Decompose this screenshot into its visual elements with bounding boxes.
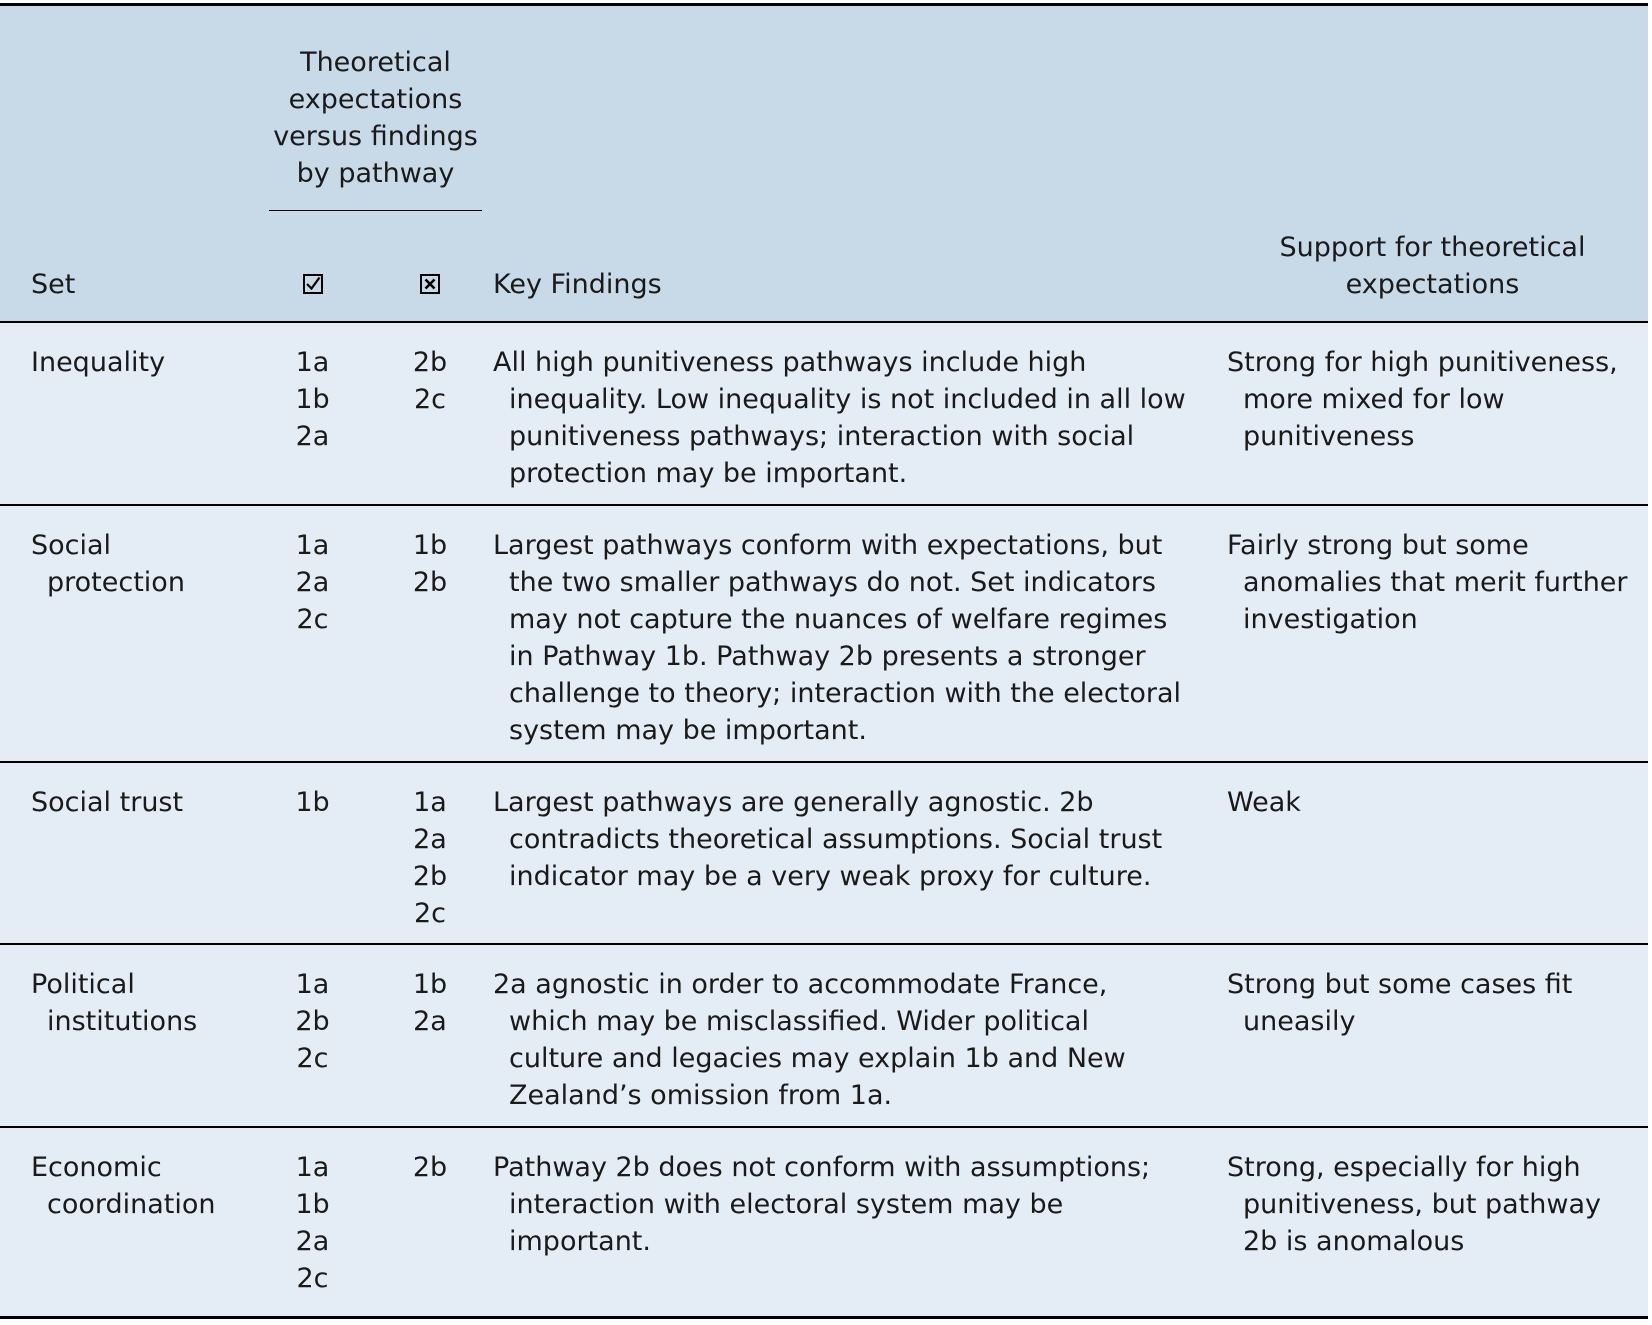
pathway-label: 2a	[295, 567, 330, 598]
support-text: Fairly strong but some anomalies that merit further investigation	[1227, 530, 1628, 635]
pathway-label: 2c	[296, 1263, 329, 1294]
consistent-cell	[255, 505, 370, 762]
key-findings-text: Pathway 2b does not conform with assumptions; interaction with electoral system may be important.	[493, 1152, 1151, 1257]
pathway-label: 1a	[413, 787, 447, 818]
inconsistent-cell	[370, 322, 490, 505]
table-row	[0, 944, 1648, 1127]
consistent-cell	[255, 1127, 370, 1318]
set-label: Economic coordination	[31, 1152, 216, 1220]
pathway-label: 1b	[412, 969, 448, 1000]
header-spacer	[490, 5, 1217, 230]
header-set: Set	[0, 229, 255, 322]
key-findings-cell	[490, 944, 1217, 1127]
set-label: Social protection	[31, 530, 185, 598]
pathway-label: 1b	[295, 384, 330, 415]
table-header	[0, 5, 1648, 323]
consistent-cell	[255, 944, 370, 1127]
pathway-label: 2b	[412, 1152, 448, 1183]
key-findings-text: 2a agnostic in order to accommodate France, which may be misclassified. Wider political culture and legacies may explain 1b and New Zealand’s omission from 1a.	[493, 969, 1126, 1111]
table-row	[0, 505, 1648, 762]
set-cell	[0, 762, 255, 944]
set-cell	[0, 944, 255, 1127]
support-cell	[1217, 505, 1648, 762]
key-findings-text: Largest pathways conform with expectations, but the two smaller pathways do not. Set indicators may not capture the nuances of welfare regimes in Pathway 1b. Pathway 2b presents a stronger challenge to theory; interaction with the electoral system may be important.	[493, 530, 1182, 746]
set-cell	[0, 1127, 255, 1318]
checked-box-icon	[303, 274, 323, 294]
inconsistent-cell	[370, 505, 490, 762]
pathway-label: 2a	[413, 1006, 447, 1037]
set-label: Social trust	[31, 787, 184, 818]
key-findings-cell	[490, 322, 1217, 505]
consistent-cell	[255, 322, 370, 505]
set-label: Inequality	[31, 347, 166, 378]
pathway-label: 1b	[295, 787, 330, 818]
pathway-label: 2b	[412, 567, 448, 598]
header-inconsistent	[370, 229, 490, 322]
consistent-cell	[255, 762, 370, 944]
pathway-label: 2a	[295, 1226, 330, 1257]
pathway-label: 2b	[412, 861, 448, 892]
pathway-label: 1a	[295, 1152, 330, 1183]
pathway-label: 2a	[413, 824, 447, 855]
support-text: Strong, especially for high punitiveness, but pathway 2b is anomalous	[1227, 1152, 1601, 1257]
crossed-box-icon	[420, 274, 440, 294]
pathway-label: 1a	[295, 530, 330, 561]
table-row	[0, 322, 1648, 505]
support-cell	[1217, 1127, 1648, 1318]
pathway-label: 1b	[295, 1189, 330, 1220]
set-label: Political institutions	[31, 969, 198, 1037]
table-body	[0, 322, 1648, 1318]
pathway-label: 2c	[413, 384, 447, 415]
key-findings-cell	[490, 762, 1217, 944]
pathway-label: 1b	[412, 530, 448, 561]
key-findings-cell	[490, 1127, 1217, 1318]
header-group-cell	[255, 5, 490, 230]
findings-table-container	[0, 3, 1648, 1319]
table-row	[0, 1127, 1648, 1318]
header-spacer	[0, 5, 255, 230]
pathway-label: 1a	[295, 347, 330, 378]
header-spacer	[1217, 5, 1648, 230]
pathway-label: 2a	[295, 421, 330, 452]
header-group-label: Theoretical expectations versus findings by pathway	[269, 44, 482, 211]
support-cell	[1217, 762, 1648, 944]
inconsistent-cell	[370, 1127, 490, 1318]
support-cell	[1217, 322, 1648, 505]
pathway-label: 2b	[412, 347, 448, 378]
pathway-label: 1a	[295, 969, 330, 1000]
key-findings-text: Largest pathways are generally agnostic. 2b contradicts theoretical assumptions. Social trust indicator may be a very weak proxy for culture.	[493, 787, 1163, 892]
header-consistent	[255, 229, 370, 322]
findings-table	[0, 3, 1648, 1319]
inconsistent-cell	[370, 944, 490, 1127]
set-cell	[0, 322, 255, 505]
key-findings-cell	[490, 505, 1217, 762]
pathway-label: 2c	[413, 898, 447, 929]
pathway-label: 2c	[296, 1043, 329, 1074]
inconsistent-cell	[370, 762, 490, 944]
key-findings-text: All high punitiveness pathways include high inequality. Low inequality is not included in all low punitiveness pathways; interaction with social protection may be important.	[493, 347, 1186, 489]
table-row	[0, 762, 1648, 944]
support-text: Strong for high punitiveness, more mixed for low punitiveness	[1227, 347, 1618, 452]
set-cell	[0, 505, 255, 762]
pathway-label: 2c	[296, 604, 329, 635]
header-key-findings: Key Findings	[490, 229, 1217, 322]
support-cell	[1217, 944, 1648, 1127]
support-text: Weak	[1227, 787, 1301, 818]
pathway-label: 2b	[295, 1006, 330, 1037]
header-support: Support for theoretical expectations	[1217, 229, 1648, 322]
support-text: Strong but some cases fit uneasily	[1227, 969, 1573, 1037]
